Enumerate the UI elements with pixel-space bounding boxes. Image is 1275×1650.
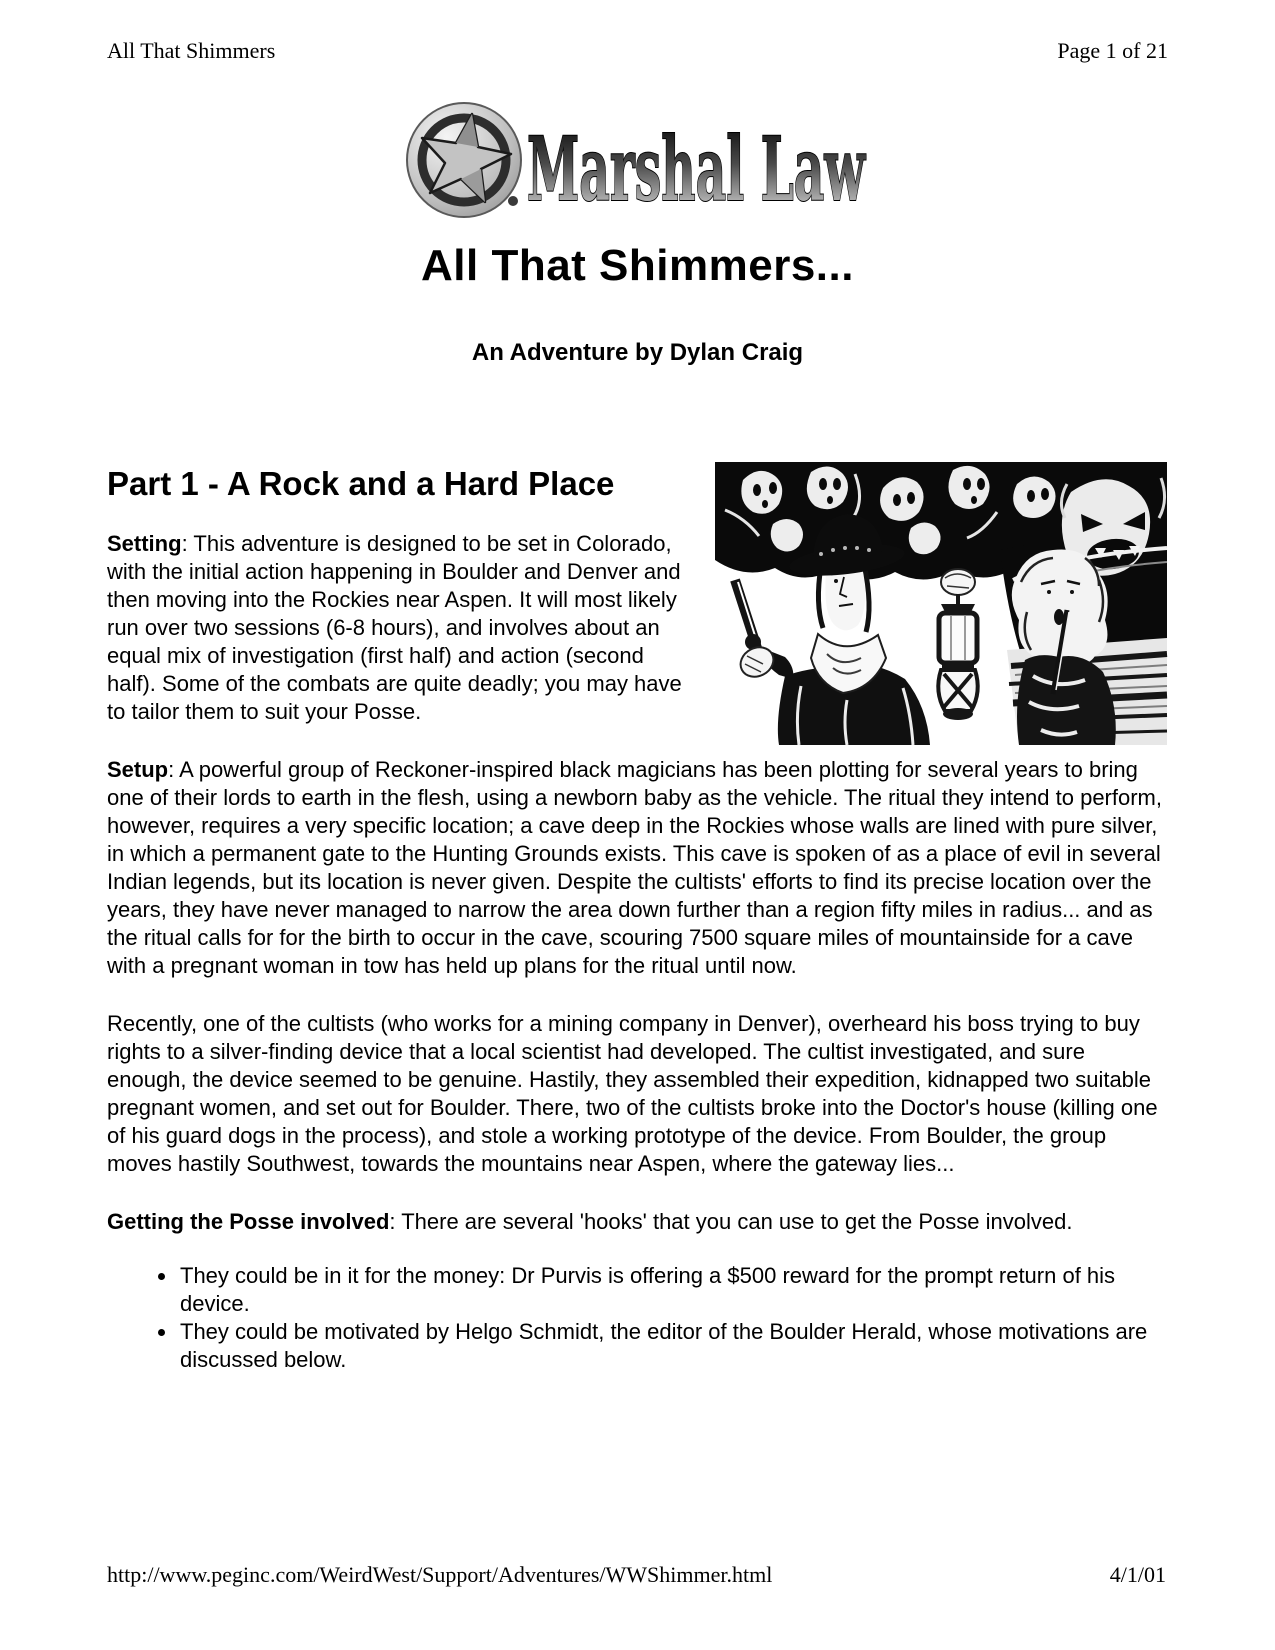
logo-text: Marshal Law xyxy=(526,117,866,221)
page-subtitle: An Adventure by Dylan Craig xyxy=(471,339,804,366)
paragraph-setting xyxy=(107,530,697,726)
page-title: All That Shimmers... xyxy=(421,241,854,290)
hook-item-editor: • They could be motivated by Helgo Schmidt, the editor of the Boulder Herald, whose motivations are discussed below. xyxy=(178,1318,1168,1374)
print-header xyxy=(107,38,1168,64)
paragraph-recently xyxy=(107,1010,1168,1178)
recently-text: Recently, one of the cultists (who works for a mining company in Denver), overheard his boss trying to buy rights to a silver-finding device that a local scientist had developed. The cultist investigated, and sure enough, the device seemed to be genuine. Hastily, they assembled their expedition, kidnapped two suitable pregnant women, and set out for Boulder. There, two of the cultists broke into the Doctor's house (killing one of his guard dogs in the process), and stole a working prototype of the device. From Boulder, the group moves hastily Southwest, towards the mountains near Aspen, where the gateway lies... xyxy=(107,1011,1158,1176)
print-header-page-number: Page 1 of 21 xyxy=(1057,38,1168,63)
cowboy-lantern-illustration-image xyxy=(715,462,1167,745)
hooks-list xyxy=(107,1262,1168,1374)
marshal-law-logo xyxy=(107,98,1168,222)
adventure-illustration xyxy=(715,462,1167,745)
paragraph-setup xyxy=(107,756,1168,980)
print-footer-date: 4/1/01 xyxy=(1109,1562,1166,1587)
part-1-section xyxy=(107,462,1168,1374)
woman-figure xyxy=(1012,549,1116,745)
setup-label: Setup xyxy=(107,757,169,782)
print-footer-url: http://www.peginc.com/WeirdWest/Support/Adventures/WWShimmer.html xyxy=(107,1562,773,1587)
marshal-law-logo-image xyxy=(403,98,873,222)
print-header-title: All That Shimmers xyxy=(107,38,276,63)
hook-item-money: • They could be in it for the money: Dr Purvis is offering a $500 reward for the prompt return of his device. xyxy=(178,1262,1168,1318)
setting-text: : This adventure is designed to be set in Colorado, with the initial action happening in Boulder and Denver and then moving into the Rockies near Aspen. It will most likely run over two sessions (6-8 hours), and involves about an equal mix of investigation (first half) and action (second half). Some of the combats are quite deadly; you may have to tailor them to suit your Posse. xyxy=(107,531,682,724)
setting-label: Setting xyxy=(107,531,182,556)
print-footer xyxy=(107,1562,1166,1588)
section-heading: Part 1 - A Rock and a Hard Place xyxy=(107,465,615,502)
marshal-star-badge-icon xyxy=(407,103,521,217)
setup-text: : A powerful group of Reckoner-inspired black magicians has been plotting for several years to bring one of their lords to earth in the flesh, using a newborn baby as the vehicle. The ritual they intend to perform, however, requires a very specific location; a cave deep in the Rockies whose walls are lined with pure silver, in which a permanent gate to the Hunting Grounds exists. This cave is spoken of as a place of evil in several Indian legends, but its location is never given. Despite the cultists' efforts to find its precise location over the years, they have never managed to narrow the area down further than a region fifty miles in radius... and as the ritual calls for for the birth to occur in the cave, scouring 7500 square miles of mountainside for a cave with a pregnant woman in tow has held up plans for the ritual until now. xyxy=(107,757,1162,978)
hooks-label: Getting the Posse involved xyxy=(107,1209,390,1234)
hooks-text: : There are several 'hooks' that you can use to get the Posse involved. xyxy=(389,1209,1073,1234)
paragraph-hooks xyxy=(107,1208,1168,1236)
